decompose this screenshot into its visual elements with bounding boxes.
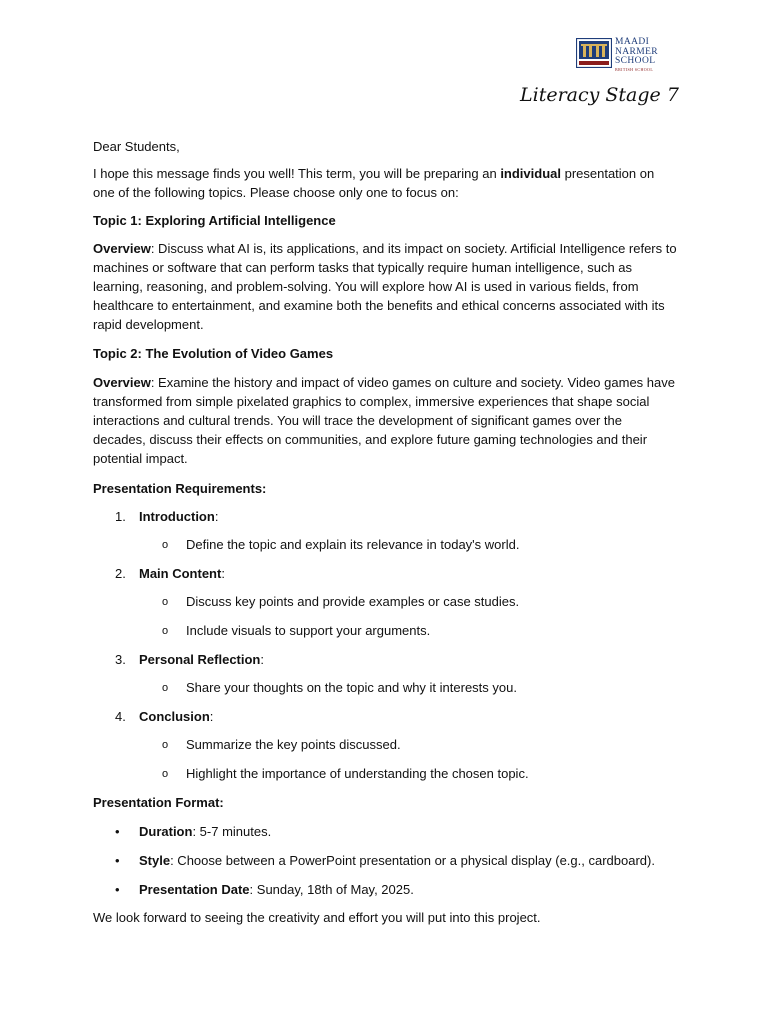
format-date-label: Presentation Date xyxy=(139,882,250,897)
topic1-text: : Discuss what AI is, its applications, and its impact on society. Artificial Intelligence refers to xyxy=(150,241,677,256)
topic1-overview-label: Overview xyxy=(93,241,151,256)
req-3-colon: : xyxy=(260,652,264,667)
topic1-line-1 xyxy=(93,239,677,258)
school-logo xyxy=(576,38,658,72)
school-name xyxy=(615,38,658,72)
format-style-label: Style xyxy=(139,853,171,868)
req-2 xyxy=(139,564,225,583)
requirements-heading: Presentation Requirements: xyxy=(93,481,267,496)
req-1-label: Introduction xyxy=(139,509,215,524)
format-duration xyxy=(139,822,271,841)
req-2-sub-1: Discuss key points and provide examples or case studies. xyxy=(186,594,520,609)
req-4-colon: : xyxy=(209,709,214,724)
req-2-number: 2. xyxy=(115,566,126,581)
req-4-number: 4. xyxy=(115,709,126,724)
sub-bullet-icon: o xyxy=(162,596,169,608)
req-2-colon: : xyxy=(221,566,225,581)
req-1-number: 1. xyxy=(115,509,126,524)
logo-line3: SCHOOL xyxy=(615,56,656,66)
topic1-heading: Topic 1: Exploring Artificial Intelligence xyxy=(93,213,336,228)
format-style-text: : Choose between a PowerPoint presentation or a physical display (e.g., cardboard). xyxy=(170,853,655,868)
format-duration-label: Duration xyxy=(139,824,193,839)
sub-bullet-icon: o xyxy=(162,739,169,751)
req-4-label: Conclusion xyxy=(139,709,210,724)
topic2-line-2: transformed from simple pixelated graphics to complex, immersive experiences that shape social xyxy=(93,394,650,409)
bullet-icon: • xyxy=(115,882,120,897)
req-1-sub-1: Define the topic and explain its relevance in today's world. xyxy=(186,537,520,552)
topic2-line-5: potential impact. xyxy=(93,451,188,466)
sub-bullet-icon: o xyxy=(162,682,169,694)
topic2-line-4: decades, discuss their effects on communities, and explore future gaming technologies and their xyxy=(93,432,648,447)
format-date-text: : Sunday, 18th of May, 2025. xyxy=(249,882,414,897)
closing-line: We look forward to seeing the creativity and effort you will put into this project. xyxy=(93,910,541,925)
topic1-line-4: healthcare to entertainment, and examine both the benefits and ethical concerns associated with its xyxy=(93,298,665,313)
req-3-number: 3. xyxy=(115,652,126,667)
topic2-line-1 xyxy=(93,373,675,392)
intro-text-a: I hope this message finds you well! This term, you will be preparing an xyxy=(93,166,501,181)
req-4-sub-1: Summarize the key points discussed. xyxy=(186,737,401,752)
sub-bullet-icon: o xyxy=(162,539,169,551)
sub-bullet-icon: o xyxy=(162,625,169,637)
topic2-overview-label: Overview xyxy=(93,375,151,390)
sub-bullet-icon: o xyxy=(162,768,169,780)
req-3-label: Personal Reflection xyxy=(139,652,261,667)
req-2-sub-2: Include visuals to support your arguments. xyxy=(186,623,431,638)
topic2-line-3: interactions and cultural trends. You will trace the development of significant games over the xyxy=(93,413,622,428)
logo-caption: BRITISH SCHOOL xyxy=(615,66,654,72)
intro-line-2: one of the following topics. Please choose only one to focus on: xyxy=(93,185,459,200)
req-1-colon: : xyxy=(214,509,219,524)
format-duration-text: : 5-7 minutes. xyxy=(192,824,272,839)
logo-line2: NARMER xyxy=(615,46,659,57)
topic2-text: : Examine the history and impact of video games on culture and society. Video games have xyxy=(150,375,675,390)
req-3-sub-1: Share your thoughts on the topic and why it interests you. xyxy=(186,680,517,695)
school-crest-icon xyxy=(576,38,612,68)
format-style xyxy=(139,851,655,870)
intro-text-c: presentation on xyxy=(560,166,655,181)
req-1 xyxy=(139,507,218,526)
req-3 xyxy=(139,650,264,669)
topic1-line-5: rapid development. xyxy=(93,317,204,332)
req-4-sub-2: Highlight the importance of understanding the chosen topic. xyxy=(186,766,529,781)
format-date xyxy=(139,880,414,899)
topic1-line-2: machines or software that can perform tasks that typically require human intelligence, such as xyxy=(93,260,633,275)
intro-emphasis: individual xyxy=(500,166,561,181)
req-2-label: Main Content xyxy=(139,566,222,581)
document-title: Literacy Stage 7 xyxy=(520,84,679,106)
greeting: Dear Students, xyxy=(93,139,180,154)
topic1-line-3: learning, reasoning, and problem-solving. You will explore how AI is used in various fields, from xyxy=(93,279,639,294)
logo-line1: MAADI xyxy=(615,37,650,47)
bullet-icon: • xyxy=(115,824,120,839)
bullet-icon: • xyxy=(115,853,120,868)
intro-line-1 xyxy=(93,164,654,183)
req-4 xyxy=(139,707,213,726)
format-heading: Presentation Format: xyxy=(93,795,224,810)
topic2-heading: Topic 2: The Evolution of Video Games xyxy=(93,346,334,361)
